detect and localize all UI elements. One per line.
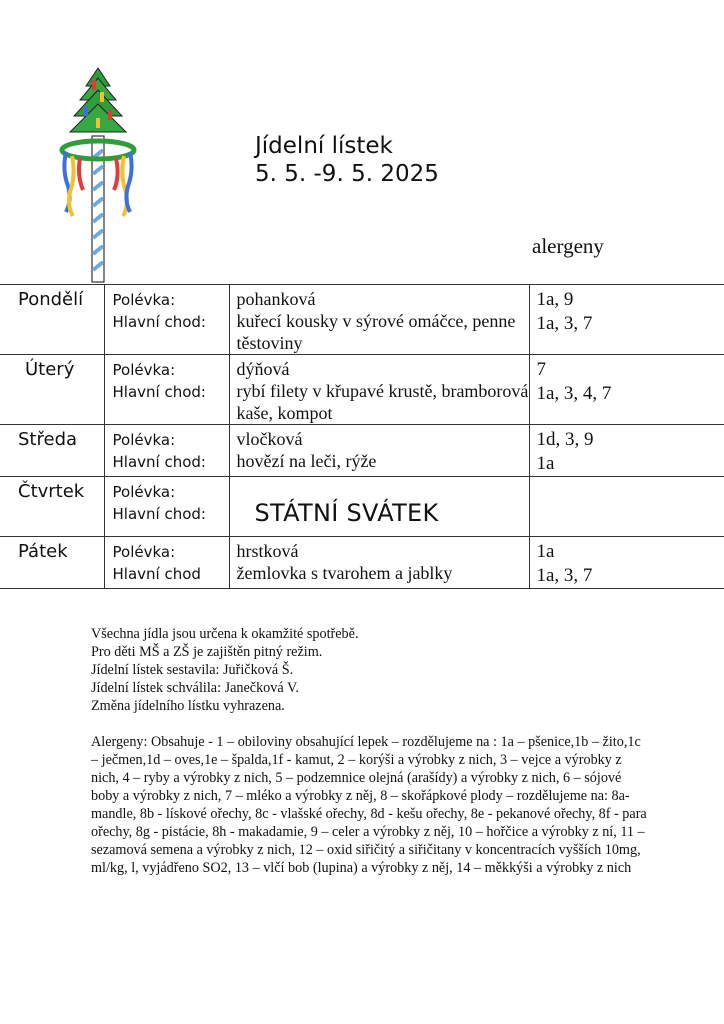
soup-label: Polévka:: [112, 361, 176, 379]
note-changes-reserved: Změna jídelního lístku vyhrazena.: [91, 698, 285, 714]
menu-date-range: 5. 5. -9. 5. 2025: [255, 161, 439, 187]
dishes-cell: [229, 425, 529, 477]
allergens-cell: [529, 285, 724, 355]
holiday-notice: STÁTNÍ SVÁTEK: [254, 499, 439, 527]
main-dish: hovězí na leči, rýže: [236, 451, 377, 471]
main-label: Hlavní chod: [112, 565, 201, 583]
soup-label: Polévka:: [112, 291, 176, 309]
main-label: Hlavní chod:: [112, 453, 206, 471]
note-approved-by: Jídelní lístek schválila: Janečková V.: [91, 680, 299, 696]
allergens-cell: [529, 477, 724, 537]
page-title: [255, 132, 439, 188]
main-label: Hlavní chod:: [112, 313, 206, 331]
dishes-cell: [229, 477, 529, 537]
table-row: [0, 425, 724, 477]
notes-section: [91, 625, 651, 877]
allergens-heading: alergeny: [532, 234, 604, 258]
soup-name: dýňová: [236, 359, 290, 379]
main-label: Hlavní chod:: [112, 505, 206, 523]
dishes-cell: [229, 537, 529, 589]
menu-table: [0, 284, 724, 589]
main-dish: rybí filety v křupavé krustě, bramborová kaše, kompot: [236, 381, 529, 423]
table-row: [0, 355, 724, 425]
day-name: Středa: [0, 425, 104, 477]
soup-allergens: 1d, 3, 9: [536, 429, 594, 450]
soup-allergens: 7: [536, 359, 546, 380]
main-dish: žemlovka s tvarohem a jablky: [236, 563, 453, 583]
day-name: Čtvrtek: [0, 477, 104, 537]
dishes-cell: [229, 355, 529, 425]
soup-allergens: 1a: [536, 541, 555, 562]
allergens-cell: [529, 355, 724, 425]
main-allergens: 1a, 3, 4, 7: [536, 383, 612, 404]
soup-label: Polévka:: [112, 431, 176, 449]
soup-name: vločková: [236, 429, 303, 449]
main-label: Hlavní chod:: [112, 383, 206, 401]
course-labels: [104, 537, 229, 589]
allergens-cell: [529, 537, 724, 589]
soup-label: Polévka:: [112, 483, 176, 501]
allergens-legend: Alergeny: Obsahuje - 1 – obiloviny obsahující lepek – rozdělujeme na : 1a – pšenice,1b – žito,1c – ječmen,1d – oves,1e – špalda,1f - kamut, 2 – korýši a výrobky z nich, 3 – vejce a výrobky z nich, 4 – ryby a výrobky z nich, 5 – podzemnice olejná (arašídy) a výrobky z nich, 6 – sójové boby a výrobky z nich, 7 – mléko a výrobky z něj, 8 – skořápkové plody – rozdělujeme na: 8a- mandle, 8b - lískové ořechy, 8c - vlašské ořechy, 8d - kešu ořechy, 8e - pekanové ořechy, 8f - para ořechy, 8g - pistácie, 8h - makadamie, 9 – celer a výrobky z něj, 10 – hořčice a výrobky z ní, 11 – sezamová semena a výrobky z nich, 12 – oxid siřičitý a siřičitany v koncentracích vyšších 10mg, ml/kg, l, vyjádřeno SO2, 13 – vlčí bob (lupina) a výrobky z něj, 14 – měkkýši a výrobky z nich: [91, 734, 647, 876]
dishes-cell: [229, 285, 529, 355]
course-labels: [104, 477, 229, 537]
note-compiled-by: Jídelní lístek sestavila: Juřičková Š.: [91, 662, 294, 678]
day-name: Úterý: [0, 355, 104, 425]
soup-name: pohanková: [236, 289, 316, 309]
day-name: Pátek: [0, 537, 104, 589]
main-allergens: 1a, 3, 7: [536, 313, 593, 334]
note-consumption: Všechna jídla jsou určena k okamžité spotřebě.: [91, 626, 359, 642]
maypole-icon: [58, 66, 138, 286]
allergens-cell: [529, 425, 724, 477]
main-dish: kuřecí kousky v sýrové omáčce, penne těstoviny: [236, 311, 516, 353]
note-drinking: Pro děti MŠ a ZŠ je zajištěn pitný režim.: [91, 644, 323, 660]
course-labels: [104, 355, 229, 425]
main-allergens: 1a, 3, 7: [536, 565, 593, 586]
main-allergens: 1a: [536, 453, 555, 474]
soup-allergens: 1a, 9: [536, 289, 574, 310]
day-name: Pondělí: [0, 285, 104, 355]
table-row: [0, 285, 724, 355]
table-row: [0, 537, 724, 589]
soup-label: Polévka:: [112, 543, 176, 561]
course-labels: [104, 285, 229, 355]
course-labels: [104, 425, 229, 477]
soup-name: hrstková: [236, 541, 299, 561]
menu-title: Jídelní lístek: [255, 133, 393, 159]
table-row: [0, 477, 724, 537]
